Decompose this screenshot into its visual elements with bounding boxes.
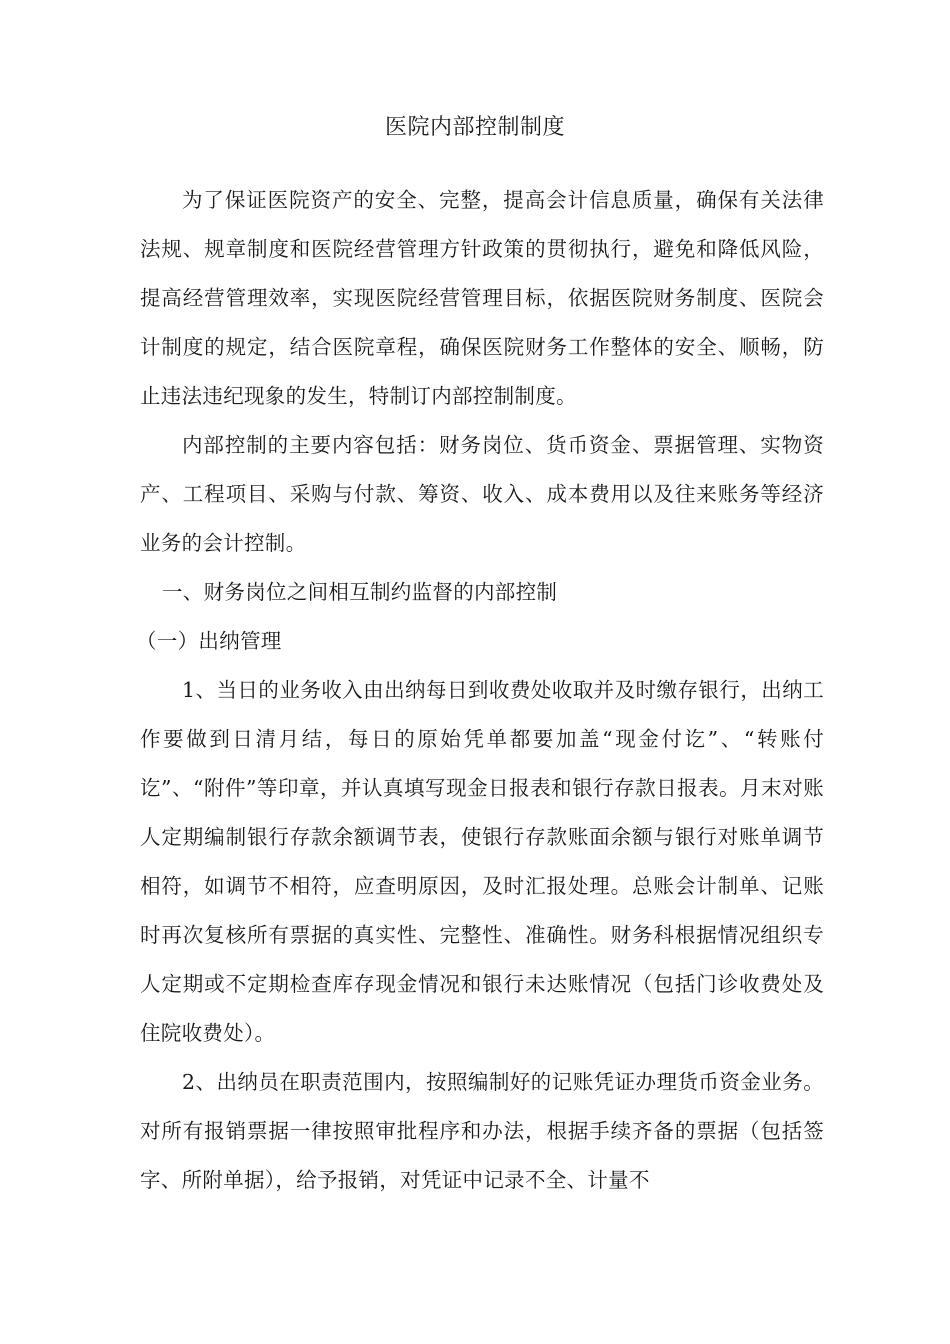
document-body: [136, 176, 824, 1205]
subsection-heading: （一）出纳管理: [136, 629, 282, 653]
paragraph-scope: 内部控制的主要内容包括：财务岗位、货币资金、票据管理、实物资产、工程项目、采购与付款、筹资、收入、成本费用以及往来账务等经济业务的会计控制。: [140, 433, 824, 555]
paragraph-purpose: 为了保证医院资产的安全、完整，提高会计信息质量，确保有关法律法规、规章制度和医院经营管理方针政策的贯彻执行，避免和降低风险，提高经营管理效率，实现医院经营管理目标，依据医院财务制度、医院会计制度的规定，结合医院章程，确保医院财务工作整体的安全、顺畅，防止违法违纪现象的发生，特制订内部控制制度。: [140, 188, 824, 408]
list-item-2: 2、出纳员在职责范围内，按照编制好的记账凭证办理货币资金业务。对所有报销票据一律按照审批程序和办法，根据手续齐备的票据（包括签字、所附单据），给予报销，对凭证中记录不全、计量不: [140, 1070, 824, 1192]
list-item-1: 1、当日的业务收入由出纳每日到收费处收取并及时缴存银行，出纳工作要做到日清月结，每日的原始凭单都要加盖“现金付讫”、“转账付讫”、“附件”等印章，并认真填写现金日报表和银行存款日报表。月末对账人定期编制银行存款余额调节表，使银行存款账面余额与银行对账单调节相符，如调节不相符，应查明原因，及时汇报处理。总账会计制单、记账时再次复核所有票据的真实性、完整性、准确性。财务科根据情况组织专人定期或不定期检查库存现金情况和银行未达账情况（包括门诊收费处及住院收费处）。: [140, 678, 824, 1045]
section-heading: 一、财务岗位之间相互制约监督的内部控制: [162, 580, 558, 604]
document-title: 医院内部控制制度: [384, 115, 565, 140]
